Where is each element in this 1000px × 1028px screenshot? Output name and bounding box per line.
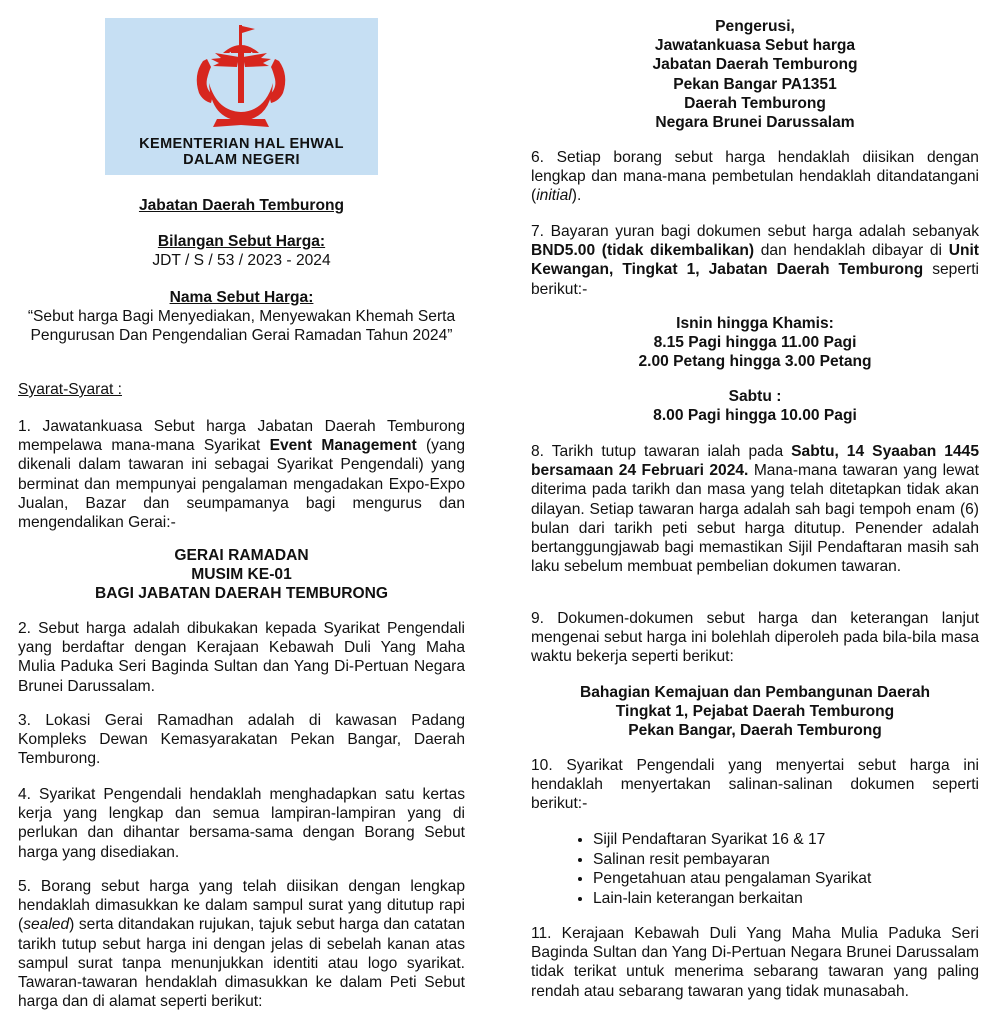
list-item: • Sijil Pendaftaran Syarikat 16 & 17 bbox=[593, 830, 979, 850]
brunei-crest-icon bbox=[181, 23, 301, 135]
paragraph-11: 11. Kerajaan Kebawah Duli Yang Maha Mulia Paduka Seri Baginda Sultan dan Yang Di-Pertuan Negara Brunei Darussalam tidak terikat untuk menerima sebarang tawaran yang paling rendah atau sebarang tawaran yang tidak munasabah. bbox=[531, 925, 979, 1000]
office-line: Tingkat 1, Pejabat Daerah Temburong bbox=[615, 703, 895, 721]
paragraph-7: 7. Bayaran yuran bagi dokumen sebut harga adalah sebanyak BND5.00 (tidak dikembalikan) dan hendaklah dibayar di Unit Kewangan, Tingkat 1, Jabatan Daerah Temburong seperti berikut:- bbox=[531, 223, 979, 298]
quote-name: “Sebut harga Bagi Menyediakan, Menyewakan Khemah Serta Pengurusan Dan Pengendalian Gerai Ramadan Tahun 2024” bbox=[27, 308, 456, 345]
list-item: • Pengetahuan atau pengalaman Syarikat bbox=[593, 869, 979, 889]
address-line: Negara Brunei Darussalam bbox=[655, 114, 855, 132]
quote-name-label: Nama Sebut Harga: bbox=[169, 289, 314, 306]
quote-number: JDT / S / 53 / 2023 - 2024 bbox=[152, 252, 331, 269]
paragraph-1: 1. Jawatankuasa Sebut harga Jabatan Daerah Temburong mempelawa mana-mana Syarikat Event Management (yang dikenali dalam tawaran ini sebagai Syarikat Pengendali) yang berminat dan mempunyai pengalaman mengadakan Expo-Expo Jualan, Bazar dan seumpamanya bagi mengurus dan mengendalikan Gerai:- bbox=[18, 418, 465, 532]
hours-line: 8.00 Pagi hingga 10.00 Pagi bbox=[653, 407, 857, 425]
list-item: • Salinan resit pembayaran bbox=[593, 850, 979, 870]
event-heading-line-1: GERAI RAMADAN bbox=[174, 547, 309, 564]
event-heading bbox=[18, 546, 465, 604]
address-line: Daerah Temburong bbox=[684, 94, 826, 112]
paragraph-5: 5. Borang sebut harga yang telah diisikan dengan lengkap hendaklah dimasukkan ke dalam sampul surat yang ditutup rapi (sealed) serta ditandakan rujukan, tajuk sebut harga dan catatan tarikh tutup sebut harga ini dengan jelas di sebelah kanan atas sampul surat tanpa menunjukkan identiti atau logo syarikat. Tawaran-tawaran hendaklah dimasukkan ke dalam Peti Sebut harga dan di alamat seperti berikut: bbox=[18, 878, 465, 1011]
quote-number-label: Bilangan Sebut Harga: bbox=[157, 233, 326, 250]
hours-label: Isnin hingga Khamis: bbox=[676, 315, 834, 332]
event-heading-line-2: MUSIM KE-01 bbox=[191, 566, 292, 584]
list-item: • Lain-lain keterangan berkaitan bbox=[593, 889, 979, 909]
paragraph-4: 4. Syarikat Pengendali hendaklah menghadapkan satu kertas kerja yang lengkap dan semua lampiran-lampiran yang di perlukan dan dihantar bersama-sama dengan Borang Sebut harga yang disediakan. bbox=[18, 786, 465, 861]
hours-line: 2.00 Petang hingga 3.00 Petang bbox=[638, 353, 872, 371]
office-hours-saturday bbox=[531, 387, 979, 425]
office-line: Bahagian Kemajuan dan Pembangunan Daerah bbox=[579, 684, 931, 701]
office-location bbox=[531, 683, 979, 741]
paragraph-2: 2. Sebut harga adalah dibukakan kepada Syarikat Pengendali yang berdaftar dengan Kerajaan Kebawah Duli Yang Maha Mulia Paduka Seri Baginda Sultan dan Yang Di-Pertuan Negara Brunei Darussalam. bbox=[18, 620, 465, 695]
hours-label: Sabtu : bbox=[728, 388, 782, 405]
submission-address bbox=[531, 17, 979, 132]
paragraph-3: 3. Lokasi Gerai Ramadhan adalah di kawasan Padang Kompleks Dewan Kemasyarakatan Pekan Bangar, Daerah Temburong. bbox=[18, 712, 465, 768]
logo-line-1: KEMENTERIAN HAL EHWAL bbox=[139, 136, 344, 152]
paragraph-6: 6. Setiap borang sebut harga hendaklah diisikan dengan lengkap dan mana-mana pembetulan hendaklah ditandatangani (initial). bbox=[531, 149, 979, 205]
department-title: Jabatan Daerah Temburong bbox=[138, 197, 345, 214]
office-line: Pekan Bangar, Daerah Temburong bbox=[628, 722, 882, 740]
required-documents-list bbox=[531, 830, 979, 908]
paragraph-8: 8. Tarikh tutup tawaran ialah pada Sabtu, 14 Syaaban 1445 bersamaan 24 Februari 2024. Mana-mana tawaran yang lewat diterima pada tarikh dan masa yang telah ditetapkan tidak akan dilayan. Setiap tawaran harga adalah sah bagi tempoh enam (6) bulan dari tarikh peti sebut harga ditutup. Penender adalah bertanggungjawab bagi memastikan Sijil Pendaftaran masih sah laku sebelum membuat pembelian dokumen tawaran. bbox=[531, 443, 980, 576]
event-heading-line-3: BAGI JABATAN DAERAH TEMBURONG bbox=[94, 585, 389, 603]
paragraph-10: 10. Syarikat Pengendali yang menyertai sebut harga ini hendaklah menyertakan salinan-salinan dokumen seperti berikut:- bbox=[531, 757, 979, 813]
ministry-logo bbox=[105, 18, 378, 175]
address-line: Pengerusi, bbox=[715, 18, 795, 35]
address-line: Jabatan Daerah Temburong bbox=[652, 56, 858, 74]
address-line: Pekan Bangar PA1351 bbox=[673, 75, 837, 93]
logo-line-2: DALAM NEGERI bbox=[183, 152, 300, 168]
paragraph-9: 9. Dokumen-dokumen sebut harga dan keterangan lanjut mengenai sebut harga ini bolehlah diperoleh pada bila-bila masa waktu bekerja seperti berikut: bbox=[531, 610, 979, 666]
hours-line: 8.15 Pagi hingga 11.00 Pagi bbox=[653, 334, 857, 352]
address-line: Jawatankuasa Sebut harga bbox=[654, 37, 856, 55]
office-hours-weekday bbox=[531, 314, 979, 372]
conditions-label: Syarat-Syarat : bbox=[18, 381, 122, 398]
